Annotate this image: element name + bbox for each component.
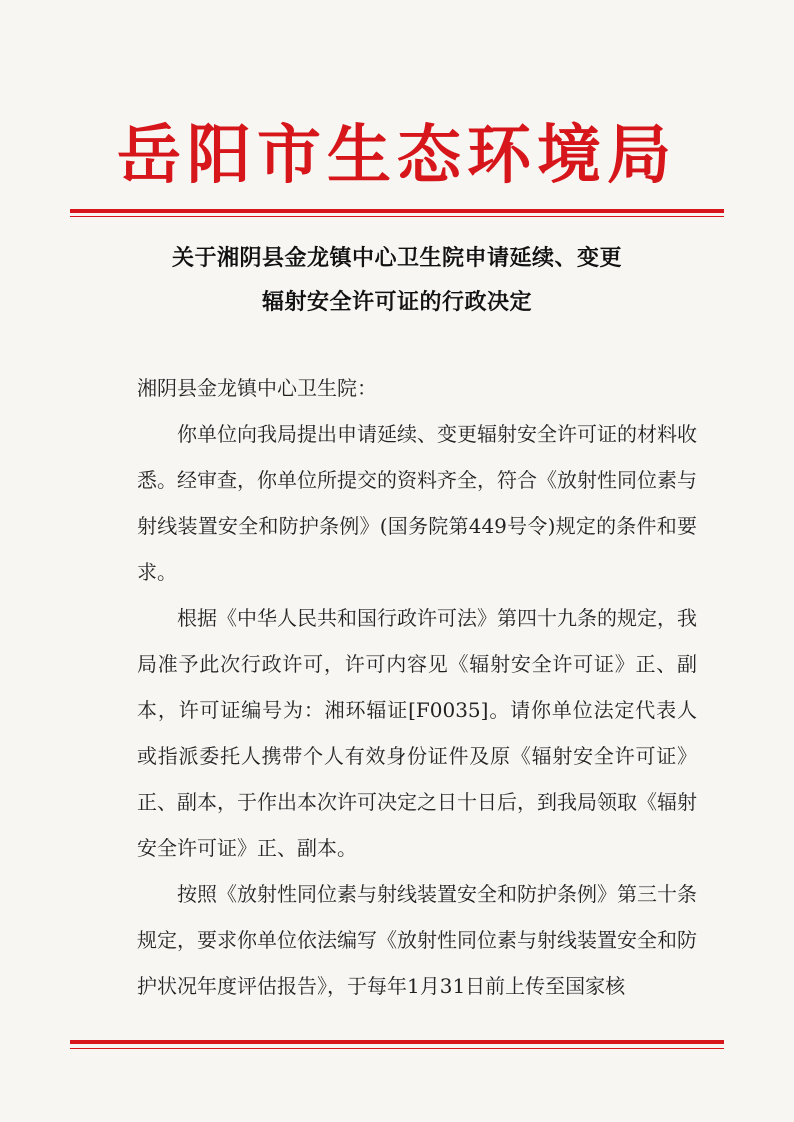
paragraph-2: 根据《中华人民共和国行政许可法》第四十九条的规定，我局准予此次行政许可，许可内容见《辐射安全许可证》正、副本，许可证编号为：湘环辐证[F0035]。请你单位法定代表人或指派委托人携带个人有效身份证件及原《辐射安全许可证》正、副本，于作出本次许可决定之日十日后，到我局领取《辐射安全许可证》正、副本。: [137, 606, 697, 860]
agency-letterhead: 岳阳市生态环境局: [117, 118, 677, 193]
header-rule-thick: [70, 209, 724, 213]
paragraph-1: 你单位向我局提出申请延续、变更辐射安全许可证的材料收悉。经审查，你单位所提交的资料齐全，符合《放射性同位素与射线装置安全和防护条例》(国务院第449号令)规定的条件和要求。: [137, 422, 697, 584]
document-body: [137, 365, 697, 1009]
footer-rule-thin: [70, 1048, 724, 1049]
document-title-line2: 辐射安全许可证的行政决定: [261, 290, 532, 315]
footer-rule-thick: [70, 1040, 724, 1044]
document-title-line1: 关于湘阴县金龙镇中心卫生院申请延续、变更: [171, 246, 622, 271]
salutation: 湘阴县金龙镇中心卫生院：: [137, 376, 377, 400]
paragraph-3: 按照《放射性同位素与射线装置安全和防护条例》第三十条规定，要求你单位依法编写《放射性同位素与射线装置安全和防护状况年度评估报告》，于每年1月31日前上传至国家核: [137, 882, 697, 998]
header-rule-thin: [70, 216, 724, 217]
